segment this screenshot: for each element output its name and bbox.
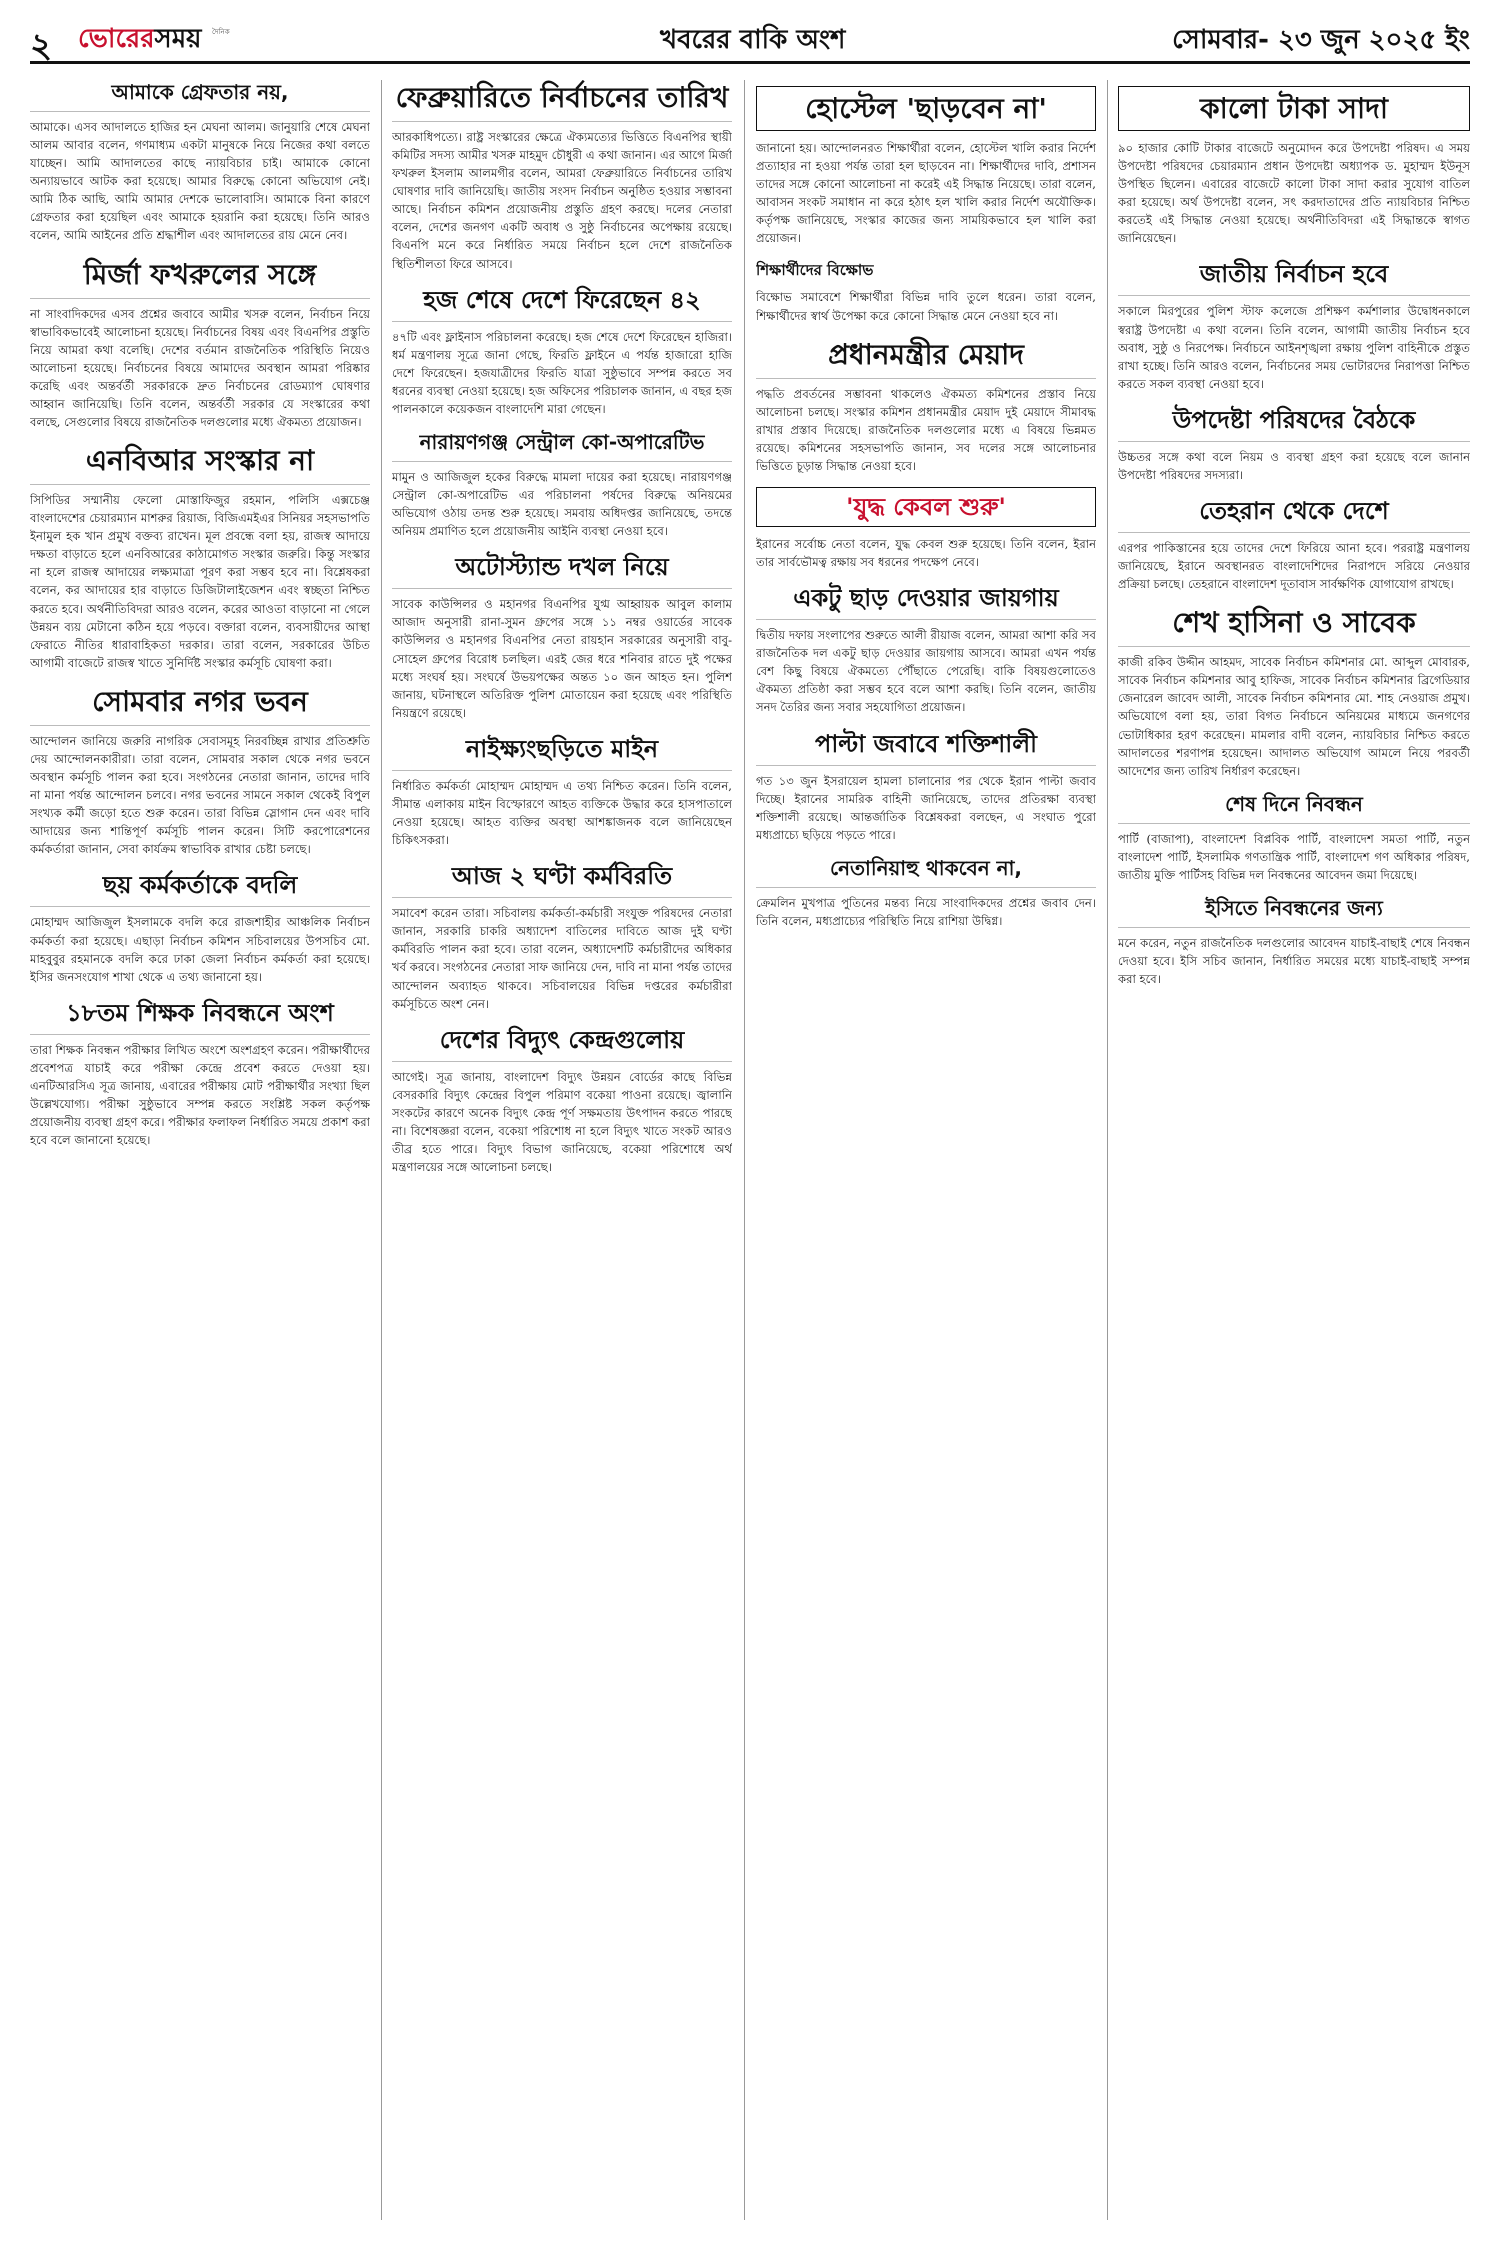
story-body: মামুন ও আজিজুল হকের বিরুদ্ধে মামলা দায়ের করা হয়েছে। নারায়ণগঞ্জ সেন্ট্রাল কো-অপারেটিভ এর পরিচালনা পর্ষদের বিরুদ্ধে অনিয়মের অভিযোগ ওঠায় তদন্ত শুরু হয়েছে। সমবায় অধিদপ্তর জানিয়েছে, তদন্তে অনিয়ম প্রমাণিত হলে প্রয়োজনীয় আইনি ব্যবস্থা নেওয়া হবে। [392, 470, 732, 539]
story-arrest [30, 80, 370, 245]
story-national-election [1118, 259, 1470, 392]
story-body: মোহাম্মদ আজিজুল ইসলামকে বদলি করে রাজশাহীর আঞ্চলিক নির্বাচন কর্মকর্তা করা হয়েছে। এছাড়া নির্বাচন কমিশন সচিবালয়ের উপসচিব মো. মাহবুবুর রহমানকে বদলি করে ঢাকা জেলা নির্বাচন কর্মকর্তা করা হয়েছে। ইসির জনসংযোগ শাখা থেকে এ তথ্য জানানো হয়। [30, 915, 370, 984]
story-body: আরকাধিপত্যে। রাষ্ট্র সংস্কারের ক্ষেত্রে ঐক্যমত্যের ভিত্তিতে বিএনপির স্থায়ী কমিটির সদস্য আমীর খসরু মাহমুদ চৌধুরী এ কথা জানান। এর আগে মির্জা ফখরুল ইসলাম আলমগীর বলেন, আমরা ফেব্রুয়ারিতে নির্বাচনের তারিখ ঘোষণার দাবি জানিয়েছি। জাতীয় সংসদ নির্বাচন অনুষ্ঠিত হওয়ার সম্ভাবনা আছে। নির্বাচন কমিশন প্রয়োজনীয় প্রস্তুতি গ্রহণ করছে। দলের নেতারা বলেন, দেশের জনগণ একটি অবাধ ও সুষ্ঠু নির্বাচনের অপেক্ষায় রয়েছে। বিএনপি মনে করে নির্ধারিত সময়ে নির্বাচন হলে দেশে রাজনৈতিক স্থিতিশীলতা ফিরে আসবে। [392, 130, 732, 271]
story-heading: তেহরান থেকে দেশে [1118, 496, 1470, 533]
story-power-plants [392, 1025, 732, 1176]
story-pm-term [756, 337, 1096, 475]
story-heading: ১৮তম শিক্ষক নিবন্ধনে অংশ [30, 998, 370, 1035]
column-1 [30, 80, 370, 2240]
story-autostand [392, 552, 732, 722]
story-heading: সোমবার নগর ভবন [30, 684, 370, 726]
column-rule [1107, 80, 1108, 2220]
story-fakhrul [30, 257, 370, 432]
story-tehran [1118, 496, 1470, 593]
story-ec-registration [1118, 896, 1470, 988]
story-heading: নেতানিয়াহু থাকবেন না, [756, 856, 1096, 888]
story-body: ৪৭টি এবং ফ্লাইনাস পরিচালনা করেছে। হজ শেষে দেশে ফিরেছেন হাজিরা। ধর্ম মন্ত্রণালয় সূত্রে জানা গেছে, ফিরতি ফ্লাইনে এ পর্যন্ত হাজারো হাজি দেশে ফিরেছেন। হজযাত্রীদের ফিরতি যাত্রা সুষ্ঠুভাবে সম্পন্ন করতে সব ধরনের ব্যবস্থা নেওয়া হয়েছে। হজ অফিসের পরিচালক জানান, এ বছর হজ পালনকালে কয়েকজন বাংলাদেশি মারা গেছেন। [392, 329, 732, 416]
story-heading: কালো টাকা সাদা [1118, 86, 1470, 131]
story-body: আমাকে। এসব আদালতে হাজির হন মেঘনা আলম। জানুয়ারি শেষে মেঘনা আলম আবার বলেন, গণমাধ্যম একটা মানুষকে নিয়ে নিজের কথা বলতে যাচ্ছেন। আমি আদালতের কাছে ন্যায়বিচার চাই। আমাকে কোনো অন্যায়ভাবে আটক করা হয়েছে। আমার বিরুদ্ধে কোনো অভিযোগ নেই। আমি ঠিক আছি, আমি আমার দেশকে ভালোবাসি। আমাকে বিনা কারণে গ্রেফতার করা হয়েছিল এবং আমাকে হয়রানি করা হয়েছে। তিনি আরও বলেন, আমি আইনের প্রতি শ্রদ্ধাশীল এবং আদালতের রায় মেনে নেব। [30, 120, 370, 243]
story-body: সকালে মিরপুরের পুলিশ স্টাফ কলেজে প্রশিক্ষণ কর্মশালার উদ্বোধনকালে স্বরাষ্ট্র উপদেষ্টা এ কথা বলেন। তিনি বলেন, আগামী জাতীয় নির্বাচন হবে অবাধ, সুষ্ঠু ও নিরপেক্ষ। নির্বাচনে আইনশৃঙ্খলা রক্ষায় পুলিশ বাহিনীকে প্রস্তুত রাখা হচ্ছে। তিনি আরও বলেন, নির্বাচনের সময় ভোটারদের নিরাপত্তা নিশ্চিত করতে সকল ব্যবস্থা নেওয়া হবে। [1118, 304, 1470, 391]
story-heading: প্রধানমন্ত্রীর মেয়াদ [756, 337, 1096, 379]
story-heading: উপদেষ্টা পরিষদের বৈঠকে [1118, 405, 1470, 442]
story-body: আগেই। সূত্র জানায়, বাংলাদেশ বিদ্যুৎ উন্নয়ন বোর্ডের কাছে বিভিন্ন বেসরকারি বিদ্যুৎ কেন্দ্রের বিপুল পরিমাণ বকেয়া পাওনা রয়েছে। জ্বালানি সংকটের কারণে অনেক বিদ্যুৎ কেন্দ্র পূর্ণ সক্ষমতায় উৎপাদন করতে পারছে না। বিশেষজ্ঞরা বলেন, বকেয়া পরিশোধ না হলে বিদ্যুৎ খাতে সংকট আরও তীব্র হতে পারে। বিদ্যুৎ বিভাগ জানিয়েছে, বকেয়া পরিশোধে অর্থ মন্ত্রণালয়ের সঙ্গে আলোচনা চলছে। [392, 1069, 732, 1175]
story-retaliation [756, 729, 1096, 844]
story-cooperative [392, 430, 732, 540]
story-body: সিপিডির সম্মানীয় ফেলো মোস্তাফিজুর রহমান, পলিসি এক্সচেঞ্জ বাংলাদেশের চেয়ারম্যান মাশরুর রিয়াজ, বিজিএমইএর সিনিয়র সহসভাপতি ইনামুল হক খান প্রমুখ বক্তব্য রাখেন। মূল প্রবন্ধে বলা হয়, রাজস্ব আদায়ে দক্ষতা বাড়াতে হলে এনবিআরের কাঠামোগত সংস্কার জরুরি। কিন্তু সংস্কার না হলে রাজস্ব আদায়ের লক্ষ্যমাত্রা পূরণ করা সম্ভব হবে না। বিশ্লেষকরা বলেন, কর আদায়ের হার বাড়াতে ডিজিটালাইজেশন এবং স্বচ্ছতা নিশ্চিত করতে হবে। অর্থনীতিবিদরা আরও বলেন, করের আওতা বাড়ানো না গেলে উন্নয়ন ব্যয় মেটানো কঠিন হয়ে পড়বে। বক্তারা বলেন, ব্যবসায়ীদের আস্থা ফেরাতে নীতির ধারাবাহিকতা দরকার। তারা বলেন, সরকারের উচিত আগামী বাজেটে রাজস্ব খাতে সুনির্দিষ্ট সংস্কার কর্মসূচি ঘোষণা করা। [30, 493, 370, 670]
story-election-date [392, 80, 732, 273]
story-compromise [756, 583, 1096, 716]
story-advisory-council [1118, 405, 1470, 484]
story-nbr [30, 443, 370, 672]
story-subheading: শিক্ষার্থীদের বিক্ষোভ [756, 261, 874, 280]
story-heading: মির্জা ফখরুলের সঙ্গে [30, 257, 370, 299]
story-transfer [30, 870, 370, 985]
story-body: সাবেক কাউন্সিলর ও মহানগর বিএনপির যুগ্ম আহ্বায়ক আবুল কালাম আজাদ অনুসারী রানা-সুমন গ্রুপের সঙ্গে ১১ নম্বর ওয়ার্ডের সাবেক কাউন্সিলর ও মহানগর বিএনপির নেতা রায়হান সরকারের অনুসারী বাবু-সোহেল গ্রুপের বিরোধ চলছিল। এরই জের ধরে শনিবার রাতে দুই পক্ষের মধ্যে সংঘর্ষ হয়। সংঘর্ষে উভয়পক্ষের অন্তত ১০ জন আহত হন। পুলিশ জানায়, ঘটনাস্থলে অতিরিক্ত পুলিশ মোতায়েন করা হয়েছে এবং পরিস্থিতি নিয়ন্ত্রণে রয়েছে। [392, 597, 732, 720]
story-registration-last-day [1118, 792, 1470, 884]
story-heading: নাইক্ষ্যংছড়িতে মাইন [392, 734, 732, 771]
story-heading: শেষ দিনে নিবন্ধন [1118, 792, 1470, 824]
story-mine [392, 734, 732, 849]
story-body: গত ১৩ জুন ইসরায়েল হামলা চালানোর পর থেকে ইরান পাল্টা জবাব দিচ্ছে। ইরানের সামরিক বাহিনী জানিয়েছে, তাদের প্রতিরক্ষা ব্যবস্থা শক্তিশালী রয়েছে। আন্তর্জাতিক বিশ্লেষকরা বলছেন, এ সংঘাত পুরো মধ্যপ্রাচ্যে ছড়িয়ে পড়তে পারে। [756, 773, 1096, 842]
logo-part1: ভোরের [78, 24, 155, 54]
logo-tagline: দৈনিক [212, 28, 230, 36]
story-heading: আজ ২ ঘণ্টা কর্মবিরতি [392, 861, 732, 898]
story-body: না সাংবাদিকদের এসব প্রশ্নের জবাবে আমীর খসরু বলেন, নির্বাচন নিয়ে স্বাভাবিকভাবেই আলোচনা হয়েছে। নির্বাচনের বিষয় এবং বিএনপির প্রস্তুতি নিয়ে আমরা কথা বলেছি। দেশের বর্তমান রাজনৈতিক পরিস্থিতি নিয়েও আলোচনা হয়েছে। নির্বাচনের বিষয়ে আমাদের অবস্থান আমরা পরিষ্কার করেছি এবং অন্তর্বর্তী সরকারকে দ্রুত নির্বাচনের রোডম্যাপ ঘোষণার আহ্বান জানিয়েছি। তিনি বলেন, অন্তর্বর্তী সরকার যে সংস্কারের কথা বলছে, সেগুলোর বিষয়ে রাজনৈতিক দলগুলোর মধ্যে ঐকমত্য প্রয়োজন। [30, 306, 370, 430]
story-body: সমাবেশ করেন তারা। সচিবালয় কর্মকর্তা-কর্মচারী সংযুক্ত পরিষদের নেতারা জানান, সরকারি চাকরি অধ্যাদেশ বাতিলের দাবিতে আজ দুই ঘণ্টা কর্মবিরতি পালন করা হবে। তারা বলেন, অধ্যাদেশটি কর্মচারীদের অধিকার খর্ব করবে। সংগঠনের নেতারা সাফ জানিয়ে দেন, দাবি না মানা পর্যন্ত তাদের আন্দোলন অব্যাহত থাকবে। সচিবালয়ের বিভিন্ন দপ্তরের কর্মচারীরা কর্মসূচিতে অংশ নেন। [392, 906, 732, 1011]
story-body: ৯০ হাজার কোটি টাকার বাজেটে অনুমোদন করে উপদেষ্টা পরিষদ। এ সময় উপদেষ্টা পরিষদের চেয়ারম্যান প্রধান উপদেষ্টা অধ্যাপক ড. মুহাম্মদ ইউনূস উপস্থিত ছিলেন। এবারের বাজেটে কালো টাকা সাদা করার সুযোগ বাতিল করা হয়েছে। অর্থ উপদেষ্টা বলেন, সৎ করদাতাদের প্রতি ন্যায়বিচার নিশ্চিত করতেই এই সিদ্ধান্ত নেওয়া হয়েছে। অর্থনীতিবিদরা এই সিদ্ধান্তকে স্বাগত জানিয়েছেন। [1118, 141, 1470, 246]
story-heading: ফেব্রুয়ারিতে নির্বাচনের তারিখ [392, 80, 732, 122]
story-netanyahu [756, 856, 1096, 930]
story-hajj [392, 285, 732, 418]
story-heading: 'যুদ্ধ কেবল শুরু' [756, 487, 1096, 527]
story-nagar-bhaban [30, 684, 370, 859]
column-2 [392, 80, 732, 2240]
story-body: কাজী রকিব উদ্দীন আহমদ, সাবেক নির্বাচন কমিশনার মো. আব্দুল মোবারক, সাবেক নির্বাচন কমিশনার আবু হাফিজ, সাবেক নির্বাচন কমিশনার ব্রিগেডিয়ার জেনারেল জাবেদ আলী, সাবেক নির্বাচন কমিশনার মো. শাহ নেওয়াজ প্রমুখ। অভিযোগে বলা হয়, তারা বিগত নির্বাচনে অনিয়মের মাধ্যমে জনগণের ভোটাধিকার হরণ করেছেন। মামলার বাদী বলেন, ন্যায়বিচার নিশ্চিত করতে আদালতের শরণাপন্ন হয়েছেন। আদালত অভিযোগ আমলে নিয়ে পরবর্তী আদেশের জন্য তারিখ নির্ধারণ করেছেন। [1118, 655, 1470, 778]
story-heading: হজ শেষে দেশে ফিরেছেন ৪২ [392, 285, 732, 322]
story-sheikh-hasina [1118, 605, 1470, 780]
story-teacher-registration [30, 998, 370, 1149]
story-body: মনে করেন, নতুন রাজনৈতিক দলগুলোর আবেদন যাচাই-বাছাই শেষে নিবন্ধন দেওয়া হবে। ইসি সচিব জানান, নির্ধারিত সময়ের মধ্যে যাচাই-বাছাই সম্পন্ন করা হবে। [1118, 936, 1470, 987]
column-4 [1118, 80, 1470, 2240]
story-body: পার্টি (বাজাপা), বাংলাদেশ বিপ্লবিক পার্টি, বাংলাদেশ সমতা পার্টি, নতুন বাংলাদেশ পার্টি, ইসলামিক গণতান্ত্রিক পার্টি, বাংলাদেশ গণ অধিকার পরিষদ, জাতীয় মুক্তি পার্টিসহ বিভিন্ন দল নিবন্ধনের আবেদন জমা দিয়েছে। [1118, 831, 1470, 882]
story-body: ইরানের সর্বোচ্চ নেতা বলেন, যুদ্ধ কেবল শুরু হয়েছে। তিনি বলেন, ইরান তার সার্বভৌমত্ব রক্ষায় সব ধরনের পদক্ষেপ নেবে। [756, 537, 1096, 570]
story-body: এরপর পাকিস্তানের হয়ে তাদের দেশে ফিরিয়ে আনা হবে। পররাষ্ট্র মন্ত্রণালয় জানিয়েছে, ইরানে অবস্থানরত বাংলাদেশিদের নিরাপদে সরিয়ে নেওয়ার প্রক্রিয়া চলছে। তেহরানে বাংলাদেশ দূতাবাস সার্বক্ষণিক যোগাযোগ রাখছে। [1118, 541, 1470, 592]
story-heading: হোস্টেল 'ছাড়বেন না' [756, 86, 1096, 131]
story-heading: ইসিতে নিবন্ধনের জন্য [1118, 896, 1470, 928]
story-body: জানানো হয়। আন্দোলনরত শিক্ষার্থীরা বলেন, হোস্টেল খালি করার নির্দেশ প্রত্যাহার না হওয়া পর্যন্ত তারা হল ছাড়বেন না। শিক্ষার্থীদের দাবি, প্রশাসন তাদের সঙ্গে কোনো আলোচনা না করেই এই সিদ্ধান্ত নিয়েছে। তারা বলেন, আবাসন সংকট সমাধান না করে হঠাৎ হল খালি করার নির্দেশ অযৌক্তিক। কর্তৃপক্ষ জানিয়েছে, সংস্কার কাজের জন্য সাময়িকভাবে হল খালি করা প্রয়োজন। [756, 141, 1096, 246]
section-title: খবরের বাকি অংশ [660, 25, 846, 55]
issue-date: সোমবার- ২৩ জুন ২০২৫ ইং [1172, 25, 1470, 55]
story-hostel [756, 86, 1096, 247]
story-black-money [1118, 86, 1470, 247]
logo-part2: সময় [154, 24, 202, 54]
story-body: তারা শিক্ষক নিবন্ধন পরীক্ষার লিখিত অংশে অংশগ্রহণ করেন। পরীক্ষার্থীদের প্রবেশপত্র যাচাই করে পরীক্ষা কেন্দ্রে প্রবেশ করতে দেওয়া হয়। এনটিআরসিএ সূত্র জানায়, এবারের পরীক্ষায় মোট পরীক্ষার্থীর সংখ্যা ছিল উল্লেখযোগ্য। পরীক্ষা সুষ্ঠুভাবে সম্পন্ন করতে সংশ্লিষ্ট সকল কর্তৃপক্ষ প্রয়োজনীয় ব্যবস্থা গ্রহণ করে। পরীক্ষার ফলাফল নির্ধারিত সময়ে প্রকাশ করা হবে বলে জানানো হয়েছে। [30, 1042, 370, 1148]
story-heading: অটোস্ট্যান্ড দখল নিয়ে [392, 552, 732, 589]
story-heading: দেশের বিদ্যুৎ কেন্দ্রগুলোয় [392, 1025, 732, 1062]
story-heading: এনবিআর সংস্কার না [30, 443, 370, 485]
story-heading: একটু ছাড় দেওয়ার জায়গায় [756, 583, 1096, 620]
page-number: ২ [30, 26, 53, 66]
story-body: বিক্ষোভ সমাবেশে শিক্ষার্থীরা বিভিন্ন দাবি তুলে ধরেন। তারা বলেন, শিক্ষার্থীদের স্বার্থ উপেক্ষা করে কোনো সিদ্ধান্ত মেনে নেওয়া হবে না। [756, 290, 1096, 323]
story-heading: ছয় কর্মকর্তাকে বদলি [30, 870, 370, 907]
newspaper-logo[interactable] [70, 22, 209, 56]
column-rule [744, 80, 745, 2220]
story-body: আন্দোলন জানিয়ে জরুরি নাগরিক সেবাসমূহ নিরবচ্ছিন্ন রাখার প্রতিশ্রুতি দেয় আন্দোলনকারীরা। তারা বলেন, সোমবার সকাল থেকে নগর ভবনে অবস্থান কর্মসূচি পালন করা হবে। সংগঠনের নেতারা জানান, তাদের দাবি না মানা পর্যন্ত আন্দোলন চলবে। নগর ভবনের সামনে সকাল থেকেই বিপুল সংখ্যক কর্মী জড়ো হতে শুরু করেন। তারা বিভিন্ন স্লোগান দেন এবং দাবি আদায়ের জন্য শান্তিপূর্ণ কর্মসূচি পালন করেন। সিটি করপোরেশনের কর্মকর্তারা জানান, সেবা কার্যক্রম স্বাভাবিক রাখার চেষ্টা চলছে। [30, 733, 370, 857]
story-heading: শেখ হাসিনা ও সাবেক [1118, 605, 1470, 647]
story-body: নির্ধারিত কর্মকর্তা মোহাম্মদ মোহাম্মদ এ তথ্য নিশ্চিত করেন। তিনি বলেন, সীমান্ত এলাকায় মাইন বিস্ফোরণে আহত ব্যক্তিকে উদ্ধার করে হাসপাতালে নেওয়া হয়েছে। আহত ব্যক্তির অবস্থা আশঙ্কাজনক বলে জানিয়েছেন চিকিৎসকরা। [392, 778, 732, 848]
column-rule [381, 80, 382, 2220]
story-work-stoppage [392, 861, 732, 1012]
story-body: পদ্ধতি প্রবর্তনের সম্ভাবনা থাকলেও ঐকমত্য কমিশনের প্রস্তাব নিয়ে আলোচনা চলছে। সংস্কার কমিশন প্রধানমন্ত্রীর মেয়াদ দুই মেয়াদে সীমাবদ্ধ রাখার প্রস্তাব দিয়েছে। রাজনৈতিক দলগুলোর মধ্যে এ বিষয়ে ভিন্নমত রয়েছে। কমিশনের সহসভাপতি জানান, সব দলের সঙ্গে আলোচনার ভিত্তিতে চূড়ান্ত সিদ্ধান্ত নেওয়া হবে। [756, 386, 1096, 473]
story-heading: আমাকে গ্রেফতার নয়, [30, 80, 370, 112]
story-heading: নারায়ণগঞ্জ সেন্ট্রাল কো-অপারেটিভ [392, 430, 732, 462]
column-3 [756, 80, 1096, 2240]
story-student-protest [756, 259, 1096, 324]
masthead [30, 22, 1470, 64]
story-heading: পাল্টা জবাবে শক্তিশালী [756, 729, 1096, 766]
story-body: দ্বিতীয় দফায় সংলাপের শুরুতে আলী রীয়াজ বলেন, আমরা আশা করি সব রাজনৈতিক দল একটু ছাড় দেওয়ার জায়গায় আসবে। আমরা এখন পর্যন্ত বেশ কিছু বিষয়ে ঐকমত্যে পৌঁছাতে পেরেছি। বাকি বিষয়গুলোতেও ঐকমত্য প্রতিষ্ঠা করা সম্ভব হবে বলে আশা করছি। তিনি বলেন, জাতীয় সনদ তৈরির জন্য সবার সহযোগিতা প্রয়োজন। [756, 628, 1096, 715]
story-body: উচ্চতর সঙ্গে কথা বলে নিয়ম ও ব্যবস্থা গ্রহণ করা হয়েছে বলে জানান উপদেষ্টা পরিষদের সদস্যরা। [1118, 449, 1470, 482]
story-heading: জাতীয় নির্বাচন হবে [1118, 259, 1470, 296]
story-war-begins [756, 487, 1096, 571]
story-body: ক্রেমলিন মুখপাত্র পুতিনের মন্তব্য নিয়ে সাংবাদিকদের প্রশ্নের জবাব দেন। তিনি বলেন, মধ্যপ্রাচ্যের পরিস্থিতি নিয়ে রাশিয়া উদ্বিগ্ন। [756, 895, 1096, 928]
